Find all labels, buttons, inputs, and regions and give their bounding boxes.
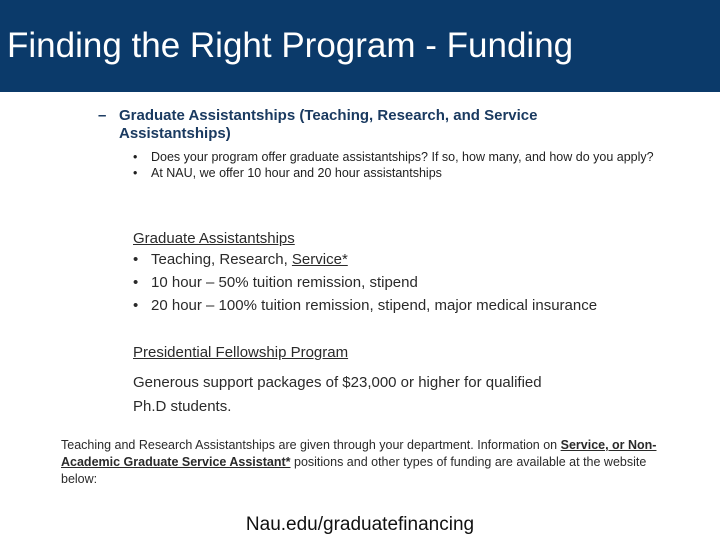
dash-marker: – bbox=[98, 107, 107, 124]
non-academic-gsa-link[interactable]: Service, or Non-Academic Graduate Service Assistant* bbox=[61, 438, 657, 469]
ga-item-10-hour: • 10 hour – 50% tuition remission, stipend bbox=[133, 271, 693, 294]
service-link[interactable]: Service* bbox=[291, 251, 348, 268]
ga-item-types bbox=[133, 248, 693, 271]
graduate-assistantships-section bbox=[133, 229, 693, 317]
footer-note bbox=[61, 437, 671, 488]
sub-bullet-question: • Does your program offer graduate assistantships? If so, how many, and how do you apply? bbox=[133, 149, 673, 165]
sub-bullet-nau-hours: • At NAU, we offer 10 hour and 20 hour assistantships bbox=[133, 165, 673, 181]
dash-list-item bbox=[98, 107, 618, 143]
graduate-assistantships-heading: Graduate Assistantships bbox=[133, 230, 295, 247]
footer-note-after: positions and other types of funding are available at the website below: bbox=[61, 455, 647, 486]
financing-url[interactable]: Nau.edu/graduatefinancing bbox=[245, 514, 475, 535]
ga-item-20-hour: • 20 hour – 100% tuition remission, stipend, major medical insurance bbox=[133, 294, 693, 317]
slide-title: Finding the Right Program - Funding bbox=[7, 26, 574, 65]
dash-item-text: Graduate Assistantships (Teaching, Research, and Service Assistantships) bbox=[119, 107, 538, 142]
presidential-fellowship-body: Generous support packages of $23,000 or higher for qualified Ph.D students. bbox=[133, 374, 542, 415]
title-bar bbox=[0, 0, 720, 92]
footer-note-before: Teaching and Research Assistantships are given through your department. Information on bbox=[61, 438, 561, 452]
presidential-fellowship-heading: Presidential Fellowship Program bbox=[133, 344, 349, 361]
ga-item-types-text: Teaching, Research, bbox=[151, 251, 292, 268]
sub-bullet-list bbox=[133, 149, 673, 181]
